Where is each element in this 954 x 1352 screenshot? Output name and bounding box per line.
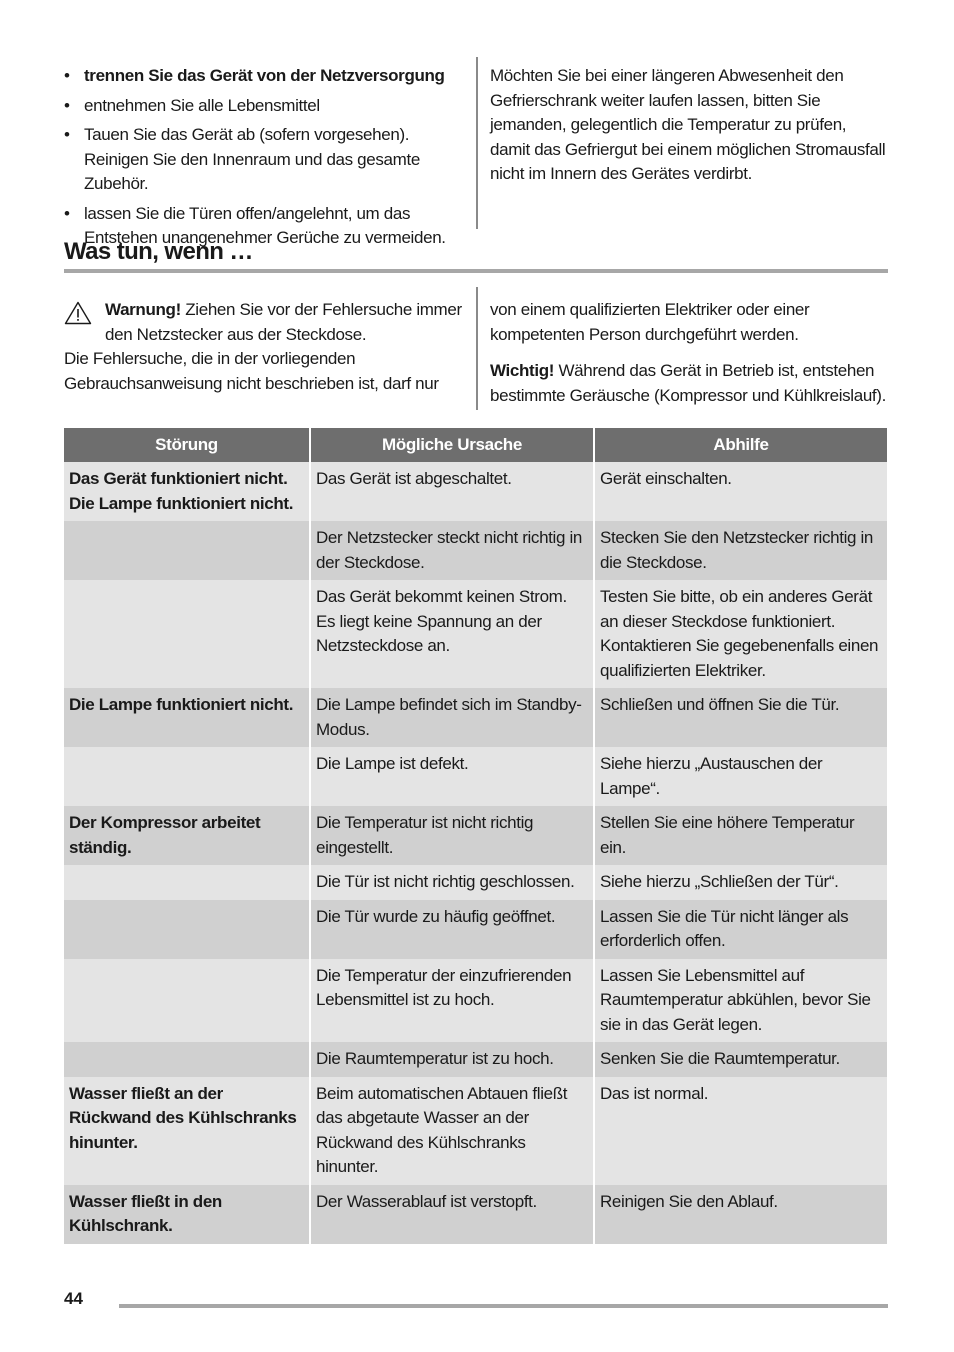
absence-note: Möchten Sie bei einer längeren Abwesenheit den Gefrierschrank weiter laufen lassen, bitten Sie jemanden, gelegentlich die Temperatur zu prüfen, damit das Gefriergut bei einem möglichen Stromausfall nicht im Innern des Gerätes verdirbt. bbox=[490, 66, 886, 183]
troubleshooting-table bbox=[64, 428, 887, 1244]
remedy-cell: Senken Sie die Raumtemperatur. bbox=[594, 1042, 887, 1077]
header-fault: Störung bbox=[64, 428, 310, 462]
bullet-text: Tauen Sie das Gerät ab (sofern vorgesehen). Reinigen Sie den Innenraum und das gesamte Zubehör. bbox=[84, 125, 420, 193]
top-left-column bbox=[64, 64, 462, 256]
top-right-column bbox=[476, 57, 888, 229]
remedy-cell: Gerät einschalten. bbox=[594, 462, 887, 521]
warning-left-column bbox=[64, 298, 464, 396]
fault-cell bbox=[64, 900, 310, 959]
remedy-cell: Testen Sie bitte, ob ein anderes Gerät an dieser Steckdose funktioniert. Kontaktieren Sie gegebenenfalls einen qualifizierten Elektriker. bbox=[594, 580, 887, 688]
cause-cell: Die Temperatur der einzufrierenden Lebensmittel ist zu hoch. bbox=[310, 959, 594, 1043]
fault-cell bbox=[64, 865, 310, 900]
remedy-cell: Stellen Sie eine höhere Temperatur ein. bbox=[594, 806, 887, 865]
cause-cell: Die Raumtemperatur ist zu hoch. bbox=[310, 1042, 594, 1077]
remedy-cell: Schließen und öffnen Sie die Tür. bbox=[594, 688, 887, 747]
fault-cell: Wasser fließt an der Rückwand des Kühlschranks hinunter. bbox=[64, 1077, 310, 1185]
remedy-cell: Lassen Sie die Tür nicht länger als erforderlich offen. bbox=[594, 900, 887, 959]
warning-right-column bbox=[476, 287, 888, 410]
table-header-row bbox=[64, 428, 887, 462]
cause-cell: Das Gerät bekommt keinen Strom. Es liegt keine Spannung an der Netzsteckdose an. bbox=[310, 580, 594, 688]
fault-cell bbox=[64, 580, 310, 688]
fault-cell: Das Gerät funktioniert nicht. Die Lampe funktioniert nicht. bbox=[64, 462, 310, 521]
page-number: 44 bbox=[64, 1289, 83, 1308]
cause-cell: Der Wasserablauf ist verstopft. bbox=[310, 1185, 594, 1244]
bullet-dot: • bbox=[64, 125, 70, 144]
bullet-text: trennen Sie das Gerät von der Netzversorgung bbox=[84, 66, 445, 85]
header-remedy: Abhilfe bbox=[594, 428, 887, 462]
cause-cell: Die Tür ist nicht richtig geschlossen. bbox=[310, 865, 594, 900]
section-heading: Was tun, wenn … bbox=[64, 238, 253, 265]
table-row bbox=[64, 865, 887, 900]
bullet-dot: • bbox=[64, 203, 70, 223]
bullet-text: entnehmen Sie alle Lebensmittel bbox=[84, 95, 320, 115]
bullet-dot: • bbox=[64, 95, 70, 115]
table-row bbox=[64, 580, 887, 688]
table-row bbox=[64, 900, 887, 959]
table-row bbox=[64, 1077, 887, 1185]
cause-cell: Die Lampe ist defekt. bbox=[310, 747, 594, 806]
fault-cell bbox=[64, 521, 310, 580]
warning-label: Warnung! bbox=[105, 300, 181, 319]
warning-right-text: von einem qualifizierten Elektriker oder einer kompetenten Person durchgeführt werden. bbox=[490, 300, 810, 344]
remedy-cell: Lassen Sie Lebensmittel auf Raumtemperatur abkühlen, bevor Sie sie in das Gerät legen. bbox=[594, 959, 887, 1043]
warning-triangle-icon bbox=[64, 301, 92, 325]
cause-cell: Der Netzstecker steckt nicht richtig in der Steckdose. bbox=[310, 521, 594, 580]
table-row bbox=[64, 1042, 887, 1077]
bullet-dot: • bbox=[64, 66, 70, 85]
fault-cell: Wasser fließt in den Kühlschrank. bbox=[64, 1185, 310, 1244]
fault-cell bbox=[64, 959, 310, 1043]
cause-cell: Die Temperatur ist nicht richtig eingestellt. bbox=[310, 806, 594, 865]
table-row bbox=[64, 462, 887, 521]
remedy-cell: Reinigen Sie den Ablauf. bbox=[594, 1185, 887, 1244]
bullet-text: lassen Sie die Türen offen/angelehnt, um das Entstehen unangenehmer Gerüche zu vermeiden. bbox=[84, 203, 446, 247]
bullet-item bbox=[64, 94, 462, 119]
warning-continuation: Die Fehlersuche, die in der vorliegenden Gebrauchsanweisung nicht beschrieben ist, darf nur bbox=[64, 349, 439, 393]
table-row bbox=[64, 688, 887, 747]
bullet-item bbox=[64, 123, 462, 197]
important-text: Während das Gerät in Betrieb ist, entstehen bestimmte Geräusche (Kompressor und Kühlkreislauf). bbox=[490, 361, 886, 405]
warning-text bbox=[105, 298, 464, 347]
heading-rule bbox=[64, 269, 888, 273]
fault-cell bbox=[64, 747, 310, 806]
fault-cell: Der Kompressor arbeitet ständig. bbox=[64, 806, 310, 865]
table-row bbox=[64, 806, 887, 865]
footer-rule bbox=[119, 1304, 888, 1308]
warning-line bbox=[64, 298, 464, 347]
fault-cell: Die Lampe funktioniert nicht. bbox=[64, 688, 310, 747]
remedy-cell: Siehe hierzu „Austauschen der Lampe“. bbox=[594, 747, 887, 806]
remedy-cell: Stecken Sie den Netzstecker richtig in die Steckdose. bbox=[594, 521, 887, 580]
header-cause: Mögliche Ursache bbox=[310, 428, 594, 462]
cause-cell: Die Lampe befindet sich im Standby-Modus. bbox=[310, 688, 594, 747]
warning-body: Ziehen Sie vor der Fehlersuche immer den Netzstecker aus der Steckdose. bbox=[105, 300, 462, 344]
remedy-cell: Siehe hierzu „Schließen der Tür“. bbox=[594, 865, 887, 900]
table-row bbox=[64, 521, 887, 580]
table-row bbox=[64, 747, 887, 806]
table-row bbox=[64, 959, 887, 1043]
cause-cell: Beim automatischen Abtauen fließt das abgetaute Wasser an der Rückwand des Kühlschranks hinunter. bbox=[310, 1077, 594, 1185]
cause-cell: Die Tür wurde zu häufig geöffnet. bbox=[310, 900, 594, 959]
cause-cell: Das Gerät ist abgeschaltet. bbox=[310, 462, 594, 521]
table-row bbox=[64, 1185, 887, 1244]
bullet-list bbox=[64, 64, 462, 251]
bullet-item bbox=[64, 64, 462, 89]
important-note bbox=[490, 359, 888, 408]
table-body bbox=[64, 462, 887, 1244]
remedy-cell: Das ist normal. bbox=[594, 1077, 887, 1185]
fault-cell bbox=[64, 1042, 310, 1077]
important-label: Wichtig! bbox=[490, 361, 555, 380]
